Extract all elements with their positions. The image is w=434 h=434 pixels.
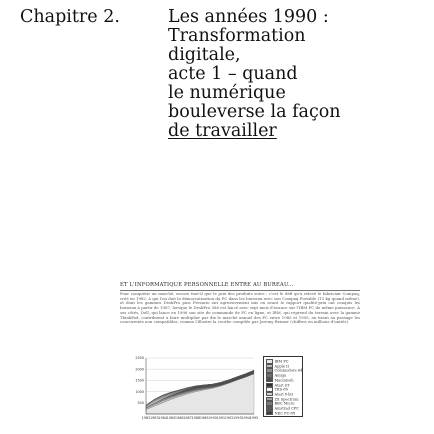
- y-tick-label: 500: [137, 401, 144, 405]
- legend-label: Amstrad CPC: [274, 406, 300, 411]
- x-tick-labels: [142, 416, 259, 420]
- chapter-title-line: de travailler: [168, 121, 277, 141]
- x-tick-label: 1994: [241, 416, 251, 420]
- x-tick-label: 1987: [183, 416, 192, 420]
- chapter-title-line: digitale,: [168, 45, 241, 65]
- y-tick-label: 1000: [135, 389, 144, 394]
- legend-label: Macintosh: [274, 378, 294, 383]
- x-tick-label: 1993: [233, 416, 242, 420]
- chapter-title-line: bouleverse la façon: [168, 102, 341, 122]
- y-tick-label: 1500: [135, 378, 144, 383]
- legend-label: Atari ST: [274, 382, 290, 387]
- page-excerpt: [120, 282, 360, 422]
- legend-item: [266, 411, 295, 416]
- x-tick-label: 1982: [141, 416, 151, 420]
- legend-label: NEC PC-88: [274, 410, 296, 415]
- section-heading: ET L'INFORMATIQUE PERSONNELLE ENTRE AU BUREAU...: [120, 282, 294, 288]
- legend-swatch: [266, 411, 273, 416]
- legend-label: TRS-80: [274, 387, 288, 392]
- x-tick-label: 1990: [208, 416, 217, 420]
- chart-legend: [263, 356, 303, 417]
- x-tick-label: 1983: [149, 416, 159, 420]
- y-tick-label: 2500: [135, 356, 144, 361]
- legend-label: Apple II: [274, 363, 289, 368]
- chart-container: [120, 354, 360, 422]
- legend-label: Atari 8-bit: [274, 392, 294, 397]
- x-tick-label: 1995: [249, 416, 259, 420]
- x-tick-label: 1988: [191, 416, 201, 420]
- chapter-number: Chapitre 2.: [20, 7, 120, 27]
- x-tick-label: 1991: [216, 416, 226, 420]
- chapter-title-line: le numérique: [168, 83, 286, 103]
- legend-label: ZX Spectrum: [274, 396, 299, 401]
- y-tick-labels: [135, 356, 144, 405]
- chapter-title-line: Les années 1990 :: [168, 7, 329, 27]
- chapter-title-lines: [168, 8, 418, 141]
- chapter-title-line: Transformation: [168, 26, 306, 46]
- chapter-title-line: acte 1 – quand: [168, 64, 298, 84]
- x-tick-label: 1985: [166, 416, 176, 420]
- x-tick-label: 1989: [199, 416, 209, 420]
- x-tick-label: 1986: [174, 416, 184, 420]
- legend-label: BBC Micro: [274, 401, 295, 406]
- x-tick-label: 1984: [158, 416, 167, 420]
- area-chart: [120, 354, 360, 422]
- legend-label: Commodore 64: [274, 368, 303, 373]
- body-paragraph: Pour conquérir un marché, encore faut-il que le prix des produits suive : c'est le défi qu'a relevé le fabricant Compaq, créé en 1982, à qui l'on doit la démocratisation du PC dans les bureaux avec son Compaq Portable (13 kg quand même), et dont les gammes DeskPro puis Presario ont agressivement mis en avant le rapport qualité-prix ont conquis les bureaux à partir de 1987, lorsque le DeskPro 386 est lancé avec sept mois d'avance sur l'IBM PC de même puissance. À ses côtés, Dell, qui lance en 1996 son site de commande de PC en ligne, et IBM, qui reprend du terrain avec la gamme ThinkPad, contribuent à faire multiplier par dix le marché annuel des PC entre 1985 et 1995, en tirant au passage les concurrents non compatibles, comme l'illustre la courbe compilée par Jeremy Reimer (chiffres en millions d'unités).: [120, 292, 360, 325]
- y-tick-label: 2000: [135, 367, 144, 372]
- series-areas: [146, 370, 254, 414]
- heading-rule: [120, 290, 360, 291]
- x-tick-label: 1992: [224, 416, 234, 420]
- legend-label: IBM PC: [274, 359, 289, 364]
- legend-label: Amiga: [274, 373, 287, 378]
- chapter-title: [20, 8, 420, 141]
